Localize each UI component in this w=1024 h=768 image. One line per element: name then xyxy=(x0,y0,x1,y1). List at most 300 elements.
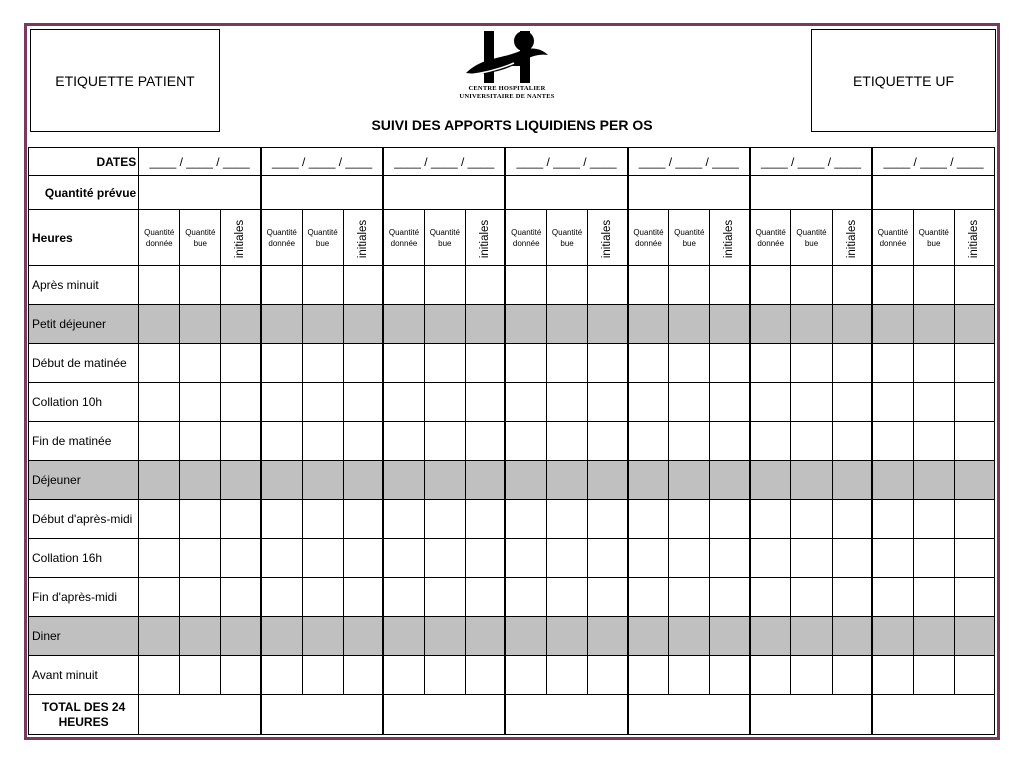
entry-cell[interactable] xyxy=(547,461,588,500)
entry-cell[interactable] xyxy=(628,656,669,695)
entry-cell[interactable] xyxy=(547,305,588,344)
entry-cell[interactable] xyxy=(791,656,832,695)
entry-cell[interactable] xyxy=(628,617,669,656)
entry-cell[interactable] xyxy=(832,578,872,617)
entry-cell[interactable] xyxy=(343,500,383,539)
drunk-label-1: Quantité xyxy=(185,227,216,237)
total-cell[interactable] xyxy=(261,695,383,735)
entry-cell[interactable] xyxy=(628,461,669,500)
entry-cell[interactable] xyxy=(954,383,994,422)
entry-cell[interactable] xyxy=(669,461,710,500)
drunk-label-2: bue xyxy=(193,238,208,248)
entry-cell[interactable] xyxy=(547,578,588,617)
entry-cell[interactable] xyxy=(588,266,628,305)
entry-cell[interactable] xyxy=(343,539,383,578)
entry-cell[interactable] xyxy=(710,344,750,383)
planned-cell[interactable] xyxy=(261,176,383,210)
entry-cell[interactable] xyxy=(791,266,832,305)
entry-cell[interactable] xyxy=(261,500,302,539)
entry-cell[interactable] xyxy=(750,383,791,422)
given-label-1: Quantité xyxy=(755,227,786,237)
drunk-label-1: Quantité xyxy=(429,227,460,237)
entry-cell[interactable] xyxy=(465,383,505,422)
time-slot-label: Début d'après-midi xyxy=(29,500,139,539)
total-cell[interactable] xyxy=(628,695,750,735)
drunk-label-2: bue xyxy=(315,238,330,248)
initials-label: initiales xyxy=(723,219,736,258)
entry-cell[interactable] xyxy=(465,578,505,617)
time-slot-label: Début de matinée xyxy=(29,344,139,383)
entry-cell[interactable] xyxy=(424,266,465,305)
entry-cell[interactable] xyxy=(791,461,832,500)
entry-cell[interactable] xyxy=(710,383,750,422)
time-slot-label: Collation 10h xyxy=(29,383,139,422)
entry-cell[interactable] xyxy=(588,305,628,344)
intake-table xyxy=(28,147,995,735)
entry-cell[interactable] xyxy=(913,461,954,500)
date-field[interactable]: ____ / ____ / ____ xyxy=(261,148,383,176)
entry-cell[interactable] xyxy=(710,578,750,617)
entry-cell[interactable] xyxy=(302,539,343,578)
planned-cell[interactable] xyxy=(139,176,261,210)
entry-cell[interactable] xyxy=(954,617,994,656)
entry-cell[interactable] xyxy=(383,422,424,461)
entry-cell[interactable] xyxy=(913,500,954,539)
logo-line-1: CENTRE HOSPITALIER xyxy=(468,85,546,92)
entry-cell[interactable] xyxy=(424,578,465,617)
entry-cell[interactable] xyxy=(669,578,710,617)
entry-cell[interactable] xyxy=(588,656,628,695)
entry-cell[interactable] xyxy=(547,422,588,461)
entry-cell[interactable] xyxy=(547,500,588,539)
entry-cell[interactable] xyxy=(302,578,343,617)
entry-cell[interactable] xyxy=(710,305,750,344)
entry-cell[interactable] xyxy=(588,578,628,617)
entry-cell[interactable] xyxy=(383,617,424,656)
entry-cell[interactable] xyxy=(872,578,913,617)
time-slot-label: Fin de matinée xyxy=(29,422,139,461)
date-field[interactable]: ____ / ____ / ____ xyxy=(383,148,505,176)
entry-cell[interactable] xyxy=(180,305,221,344)
entry-cell[interactable] xyxy=(832,305,872,344)
entry-cell[interactable] xyxy=(383,656,424,695)
given-label-2: donnée xyxy=(879,238,907,248)
entry-cell[interactable] xyxy=(954,656,994,695)
total-cell[interactable] xyxy=(383,695,505,735)
given-label-1: Quantité xyxy=(388,227,420,237)
entry-cell[interactable] xyxy=(628,266,669,305)
entry-cell[interactable] xyxy=(791,344,832,383)
entry-cell[interactable] xyxy=(139,656,180,695)
entry-cell[interactable] xyxy=(913,266,954,305)
entry-cell[interactable] xyxy=(913,539,954,578)
entry-cell[interactable] xyxy=(669,500,710,539)
entry-cell[interactable] xyxy=(832,656,872,695)
total-cell[interactable] xyxy=(750,695,872,735)
entry-cell[interactable] xyxy=(872,344,913,383)
entry-cell[interactable] xyxy=(221,461,261,500)
entry-cell[interactable] xyxy=(180,383,221,422)
entry-cell[interactable] xyxy=(628,539,669,578)
given-quantity-header xyxy=(139,210,180,266)
entry-cell[interactable] xyxy=(954,578,994,617)
entry-cell[interactable] xyxy=(832,383,872,422)
entry-cell[interactable] xyxy=(750,461,791,500)
chu-nantes-logo-icon xyxy=(462,29,552,85)
entry-cell[interactable] xyxy=(750,578,791,617)
entry-cell[interactable] xyxy=(261,266,302,305)
entry-cell[interactable] xyxy=(832,539,872,578)
entry-cell[interactable] xyxy=(710,539,750,578)
entry-cell[interactable] xyxy=(872,656,913,695)
time-slot-row xyxy=(29,422,995,461)
entry-cell[interactable] xyxy=(343,305,383,344)
entry-cell[interactable] xyxy=(710,461,750,500)
entry-cell[interactable] xyxy=(139,266,180,305)
entry-cell[interactable] xyxy=(221,344,261,383)
entry-cell[interactable] xyxy=(505,578,546,617)
entry-cell[interactable] xyxy=(424,344,465,383)
entry-cell[interactable] xyxy=(383,539,424,578)
entry-cell[interactable] xyxy=(465,656,505,695)
planned-cell[interactable] xyxy=(628,176,750,210)
total-label xyxy=(29,695,139,735)
entry-cell[interactable] xyxy=(180,422,221,461)
entry-cell[interactable] xyxy=(424,500,465,539)
entry-cell[interactable] xyxy=(669,539,710,578)
entry-cell[interactable] xyxy=(221,266,261,305)
entry-cell[interactable] xyxy=(872,500,913,539)
time-slot-label: Diner xyxy=(29,617,139,656)
entry-cell[interactable] xyxy=(343,344,383,383)
entry-cell[interactable] xyxy=(261,305,302,344)
entry-cell[interactable] xyxy=(913,383,954,422)
planned-cell[interactable] xyxy=(872,176,994,210)
entry-cell[interactable] xyxy=(872,617,913,656)
time-slot-label: Fin d'après-midi xyxy=(29,578,139,617)
entry-cell[interactable] xyxy=(302,617,343,656)
entry-cell[interactable] xyxy=(302,305,343,344)
drunk-label-2: bue xyxy=(438,238,452,248)
entry-cell[interactable] xyxy=(261,617,302,656)
entry-cell[interactable] xyxy=(343,656,383,695)
entry-cell[interactable] xyxy=(424,305,465,344)
entry-cell[interactable] xyxy=(669,617,710,656)
entry-cell[interactable] xyxy=(180,656,221,695)
drunk-label-1: Quantité xyxy=(551,227,583,237)
entry-cell[interactable] xyxy=(302,422,343,461)
entry-cell[interactable] xyxy=(505,656,546,695)
time-slot-label: Collation 16h xyxy=(29,539,139,578)
initials-header xyxy=(588,210,628,266)
entry-cell[interactable] xyxy=(547,383,588,422)
entry-cell[interactable] xyxy=(343,266,383,305)
entry-cell[interactable] xyxy=(791,500,832,539)
entry-cell[interactable] xyxy=(832,461,872,500)
total-cell[interactable] xyxy=(505,695,627,735)
entry-cell[interactable] xyxy=(954,344,994,383)
entry-cell[interactable] xyxy=(343,578,383,617)
given-label-1: Quantité xyxy=(511,227,542,237)
entry-cell[interactable] xyxy=(750,656,791,695)
entry-cell[interactable] xyxy=(954,305,994,344)
date-field[interactable]: ____ / ____ / ____ xyxy=(139,148,261,176)
entry-cell[interactable] xyxy=(343,383,383,422)
entry-cell[interactable] xyxy=(221,578,261,617)
entry-cell[interactable] xyxy=(913,344,954,383)
given-label-2: donnée xyxy=(145,238,173,248)
time-slot-row xyxy=(29,305,995,344)
entry-cell[interactable] xyxy=(750,500,791,539)
entry-cell[interactable] xyxy=(180,266,221,305)
entry-cell[interactable] xyxy=(505,461,546,500)
entry-cell[interactable] xyxy=(750,422,791,461)
entry-cell[interactable] xyxy=(872,461,913,500)
entry-cell[interactable] xyxy=(139,383,180,422)
entry-cell[interactable] xyxy=(832,617,872,656)
entry-cell[interactable] xyxy=(832,500,872,539)
entry-cell[interactable] xyxy=(221,617,261,656)
entry-cell[interactable] xyxy=(383,266,424,305)
patient-label: ETIQUETTE PATIENT xyxy=(55,72,195,89)
entry-cell[interactable] xyxy=(261,383,302,422)
entry-cell[interactable] xyxy=(547,266,588,305)
entry-cell[interactable] xyxy=(710,500,750,539)
entry-cell[interactable] xyxy=(180,617,221,656)
entry-cell[interactable] xyxy=(261,578,302,617)
entry-cell[interactable] xyxy=(424,461,465,500)
entry-cell[interactable] xyxy=(505,266,546,305)
date-field[interactable]: ____ / ____ / ____ xyxy=(872,148,994,176)
entry-cell[interactable] xyxy=(424,539,465,578)
entry-cell[interactable] xyxy=(913,305,954,344)
entry-cell[interactable] xyxy=(261,539,302,578)
entry-cell[interactable] xyxy=(383,383,424,422)
entry-cell[interactable] xyxy=(872,305,913,344)
entry-cell[interactable] xyxy=(221,656,261,695)
hospital-logo xyxy=(452,29,562,105)
entry-cell[interactable] xyxy=(180,500,221,539)
entry-cell[interactable] xyxy=(180,461,221,500)
entry-cell[interactable] xyxy=(302,344,343,383)
entry-cell[interactable] xyxy=(139,305,180,344)
entry-cell[interactable] xyxy=(383,305,424,344)
initials-header xyxy=(343,210,383,266)
entry-cell[interactable] xyxy=(710,422,750,461)
entry-cell[interactable] xyxy=(261,422,302,461)
planned-cell[interactable] xyxy=(505,176,627,210)
entry-cell[interactable] xyxy=(669,422,710,461)
entry-cell[interactable] xyxy=(750,539,791,578)
entry-cell[interactable] xyxy=(791,383,832,422)
entry-cell[interactable] xyxy=(832,422,872,461)
entry-cell[interactable] xyxy=(139,344,180,383)
entry-cell[interactable] xyxy=(465,617,505,656)
entry-cell[interactable] xyxy=(465,305,505,344)
entry-cell[interactable] xyxy=(221,500,261,539)
entry-cell[interactable] xyxy=(180,539,221,578)
entry-cell[interactable] xyxy=(628,500,669,539)
date-field[interactable]: ____ / ____ / ____ xyxy=(750,148,872,176)
entry-cell[interactable] xyxy=(261,461,302,500)
entry-cell[interactable] xyxy=(588,383,628,422)
entry-cell[interactable] xyxy=(302,656,343,695)
entry-cell[interactable] xyxy=(139,500,180,539)
initials-label: initiales xyxy=(601,219,614,258)
entry-cell[interactable] xyxy=(465,500,505,539)
entry-cell[interactable] xyxy=(139,539,180,578)
total-cell[interactable] xyxy=(872,695,994,735)
entry-cell[interactable] xyxy=(628,578,669,617)
entry-cell[interactable] xyxy=(505,422,546,461)
entry-cell[interactable] xyxy=(913,422,954,461)
entry-cell[interactable] xyxy=(343,422,383,461)
entry-cell[interactable] xyxy=(261,344,302,383)
planned-cell[interactable] xyxy=(383,176,505,210)
entry-cell[interactable] xyxy=(872,539,913,578)
date-field[interactable]: ____ / ____ / ____ xyxy=(628,148,750,176)
entry-cell[interactable] xyxy=(791,578,832,617)
entry-cell[interactable] xyxy=(913,656,954,695)
entry-cell[interactable] xyxy=(832,266,872,305)
entry-cell[interactable] xyxy=(669,344,710,383)
given-label-1: Quantité xyxy=(144,227,175,237)
drunk-quantity-header xyxy=(180,210,221,266)
entry-cell[interactable] xyxy=(750,344,791,383)
entry-cell[interactable] xyxy=(628,305,669,344)
date-field[interactable]: ____ / ____ / ____ xyxy=(505,148,627,176)
entry-cell[interactable] xyxy=(954,500,994,539)
entry-cell[interactable] xyxy=(791,539,832,578)
entry-cell[interactable] xyxy=(669,305,710,344)
entry-cell[interactable] xyxy=(465,461,505,500)
entry-cell[interactable] xyxy=(547,539,588,578)
entry-cell[interactable] xyxy=(139,422,180,461)
entry-cell[interactable] xyxy=(465,422,505,461)
given-quantity-header xyxy=(261,210,302,266)
entry-cell[interactable] xyxy=(383,500,424,539)
entry-cell[interactable] xyxy=(791,305,832,344)
entry-cell[interactable] xyxy=(180,344,221,383)
entry-cell[interactable] xyxy=(710,266,750,305)
planned-cell[interactable] xyxy=(750,176,872,210)
initials-header xyxy=(221,210,261,266)
entry-cell[interactable] xyxy=(139,617,180,656)
entry-cell[interactable] xyxy=(954,461,994,500)
entry-cell[interactable] xyxy=(465,266,505,305)
entry-cell[interactable] xyxy=(505,305,546,344)
entry-cell[interactable] xyxy=(505,617,546,656)
initials-header xyxy=(710,210,750,266)
entry-cell[interactable] xyxy=(750,617,791,656)
entry-cell[interactable] xyxy=(588,617,628,656)
entry-cell[interactable] xyxy=(139,578,180,617)
entry-cell[interactable] xyxy=(261,656,302,695)
entry-cell[interactable] xyxy=(588,500,628,539)
entry-cell[interactable] xyxy=(913,578,954,617)
entry-cell[interactable] xyxy=(791,617,832,656)
entry-cell[interactable] xyxy=(710,656,750,695)
entry-cell[interactable] xyxy=(954,539,994,578)
entry-cell[interactable] xyxy=(628,383,669,422)
entry-cell[interactable] xyxy=(669,266,710,305)
entry-cell[interactable] xyxy=(954,422,994,461)
initials-label: initiales xyxy=(356,219,369,258)
entry-cell[interactable] xyxy=(913,617,954,656)
drunk-label-1: Quantité xyxy=(796,227,827,237)
entry-cell[interactable] xyxy=(221,539,261,578)
entry-cell[interactable] xyxy=(588,344,628,383)
entry-cell[interactable] xyxy=(547,617,588,656)
initials-label: initiales xyxy=(968,219,981,258)
drunk-label-2: bue xyxy=(927,238,941,248)
time-slot-row xyxy=(29,539,995,578)
time-slot-row xyxy=(29,383,995,422)
entry-cell[interactable] xyxy=(424,383,465,422)
entry-cell[interactable] xyxy=(424,422,465,461)
entry-cell[interactable] xyxy=(547,656,588,695)
entry-cell[interactable] xyxy=(588,461,628,500)
entry-cell[interactable] xyxy=(710,617,750,656)
entry-cell[interactable] xyxy=(872,383,913,422)
entry-cell[interactable] xyxy=(505,344,546,383)
entry-cell[interactable] xyxy=(791,422,832,461)
drunk-quantity-header xyxy=(669,210,710,266)
entry-cell[interactable] xyxy=(505,539,546,578)
entry-cell[interactable] xyxy=(221,305,261,344)
entry-cell[interactable] xyxy=(750,266,791,305)
drunk-quantity-header xyxy=(791,210,832,266)
entry-cell[interactable] xyxy=(221,422,261,461)
entry-cell[interactable] xyxy=(424,617,465,656)
planned-row xyxy=(29,176,995,210)
entry-cell[interactable] xyxy=(669,656,710,695)
entry-cell[interactable] xyxy=(383,344,424,383)
entry-cell[interactable] xyxy=(628,344,669,383)
entry-cell[interactable] xyxy=(669,383,710,422)
total-label-line-1: TOTAL DES 24 xyxy=(41,699,126,714)
entry-cell[interactable] xyxy=(343,461,383,500)
entry-cell[interactable] xyxy=(465,344,505,383)
entry-cell[interactable] xyxy=(750,305,791,344)
entry-cell[interactable] xyxy=(343,617,383,656)
entry-cell[interactable] xyxy=(465,539,505,578)
entry-cell[interactable] xyxy=(588,422,628,461)
entry-cell[interactable] xyxy=(383,461,424,500)
entry-cell[interactable] xyxy=(872,266,913,305)
entry-cell[interactable] xyxy=(302,500,343,539)
entry-cell[interactable] xyxy=(588,539,628,578)
entry-cell[interactable] xyxy=(954,266,994,305)
entry-cell[interactable] xyxy=(832,344,872,383)
entry-cell[interactable] xyxy=(302,266,343,305)
total-cell[interactable] xyxy=(139,695,261,735)
entry-cell[interactable] xyxy=(547,344,588,383)
entry-cell[interactable] xyxy=(302,383,343,422)
time-slot-row xyxy=(29,656,995,695)
entry-cell[interactable] xyxy=(872,422,913,461)
entry-cell[interactable] xyxy=(505,383,546,422)
entry-cell[interactable] xyxy=(221,383,261,422)
entry-cell[interactable] xyxy=(424,656,465,695)
entry-cell[interactable] xyxy=(505,500,546,539)
entry-cell[interactable] xyxy=(383,578,424,617)
entry-cell[interactable] xyxy=(628,422,669,461)
entry-cell[interactable] xyxy=(302,461,343,500)
entry-cell[interactable] xyxy=(139,461,180,500)
entry-cell[interactable] xyxy=(180,578,221,617)
drunk-quantity-header xyxy=(547,210,588,266)
